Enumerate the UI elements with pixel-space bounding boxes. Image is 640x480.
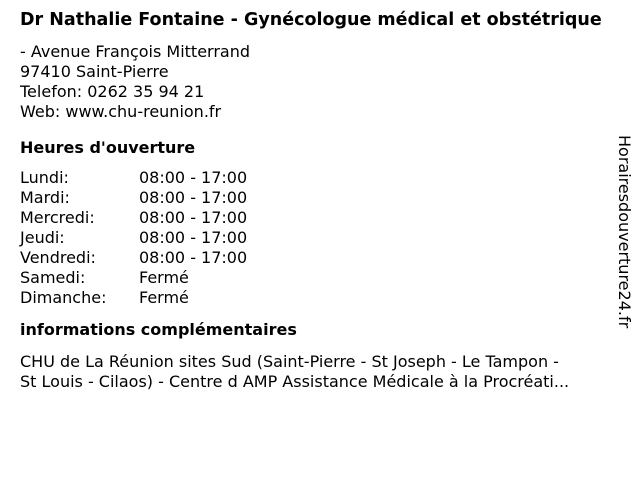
hours-value: Fermé — [139, 268, 189, 287]
site-watermark: Horairesdouverture24.fr — [615, 135, 634, 329]
hours-value: Fermé — [139, 288, 189, 307]
hours-row-thursday — [20, 228, 610, 248]
website: Web: www.chu-reunion.fr — [20, 102, 222, 121]
hours-heading: Heures d'ouverture — [20, 138, 196, 157]
hours-value: 08:00 - 17:00 — [139, 248, 248, 267]
hours-table — [20, 168, 610, 308]
hours-row-wednesday — [20, 208, 610, 228]
day-label: Lundi: — [20, 168, 69, 187]
city-address: 97410 Saint-Pierre — [20, 62, 169, 81]
info-heading: informations complémentaires — [20, 320, 297, 339]
hours-row-sunday — [20, 288, 610, 308]
hours-row-tuesday — [20, 188, 610, 208]
info-line: St Louis - Cilaos) - Centre d AMP Assistance Médicale à la Procréati... — [20, 372, 570, 391]
listing-content — [20, 10, 610, 392]
hours-value: 08:00 - 17:00 — [139, 228, 248, 247]
hours-value: 08:00 - 17:00 — [139, 168, 248, 187]
street-address: - Avenue François Mitterrand — [20, 42, 251, 61]
hours-row-saturday — [20, 268, 610, 288]
hours-row-monday — [20, 168, 610, 188]
info-text — [20, 352, 610, 392]
hours-value: 08:00 - 17:00 — [139, 188, 248, 207]
address-block — [20, 42, 610, 122]
day-label: Mardi: — [20, 188, 70, 207]
phone-number: Telefon: 0262 35 94 21 — [20, 82, 205, 101]
day-label: Jeudi: — [20, 228, 65, 247]
day-label: Mercredi: — [20, 208, 95, 227]
hours-row-friday — [20, 248, 610, 268]
info-line: CHU de La Réunion sites Sud (Saint-Pierre - St Joseph - Le Tampon - — [20, 352, 559, 371]
day-label: Vendredi: — [20, 248, 96, 267]
day-label: Dimanche: — [20, 288, 107, 307]
page-title: Dr Nathalie Fontaine - Gynécologue médical et obstétrique — [20, 10, 602, 30]
hours-value: 08:00 - 17:00 — [139, 208, 248, 227]
day-label: Samedi: — [20, 268, 86, 287]
